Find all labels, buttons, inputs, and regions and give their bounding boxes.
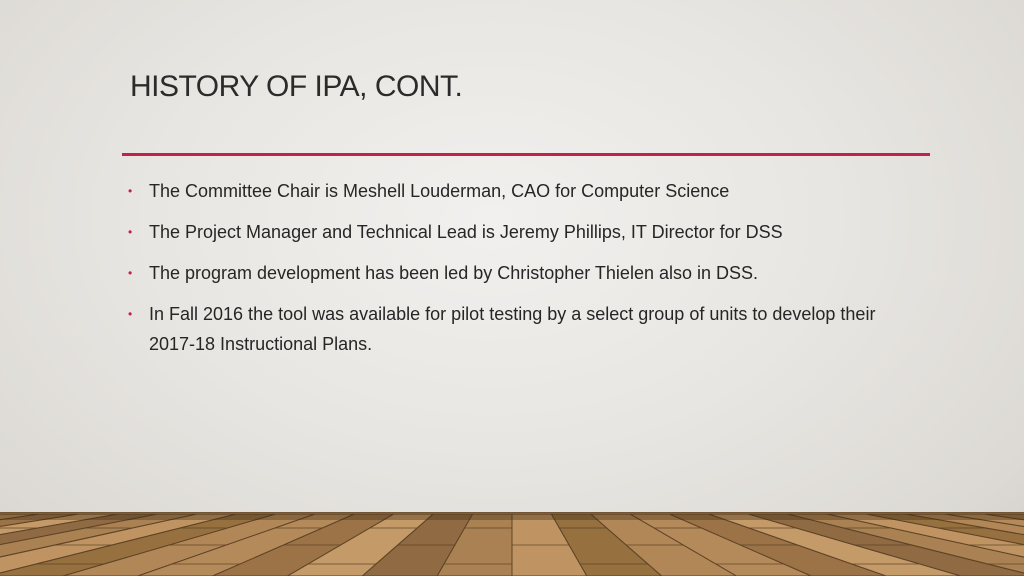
list-item — [128, 258, 918, 288]
list-item — [128, 217, 918, 247]
slide-title: HISTORY OF IPA, CONT. — [130, 70, 463, 103]
wood-planks-graphic — [0, 514, 1024, 576]
bullet-text: The Committee Chair is Meshell Louderman, CAO for Computer Science — [149, 181, 730, 201]
floor-shadow — [0, 514, 1024, 520]
wood-floor-image — [0, 514, 1024, 576]
bullet-list — [128, 176, 918, 370]
bullet-text: In Fall 2016 the tool was available for pilot testing by a select group of units to develop their 2017-18 Instructional Plans. — [149, 304, 876, 354]
list-item — [128, 176, 918, 206]
title-divider — [122, 153, 930, 156]
bullet-icon: • — [128, 307, 133, 321]
bullet-icon: • — [128, 184, 133, 198]
bullet-icon: • — [128, 266, 133, 280]
list-item — [128, 299, 918, 359]
bullet-icon: • — [128, 225, 133, 239]
bullet-text: The program development has been led by Christopher Thielen also in DSS. — [149, 263, 759, 283]
bullet-text: The Project Manager and Technical Lead is Jeremy Phillips, IT Director for DSS — [149, 222, 783, 242]
